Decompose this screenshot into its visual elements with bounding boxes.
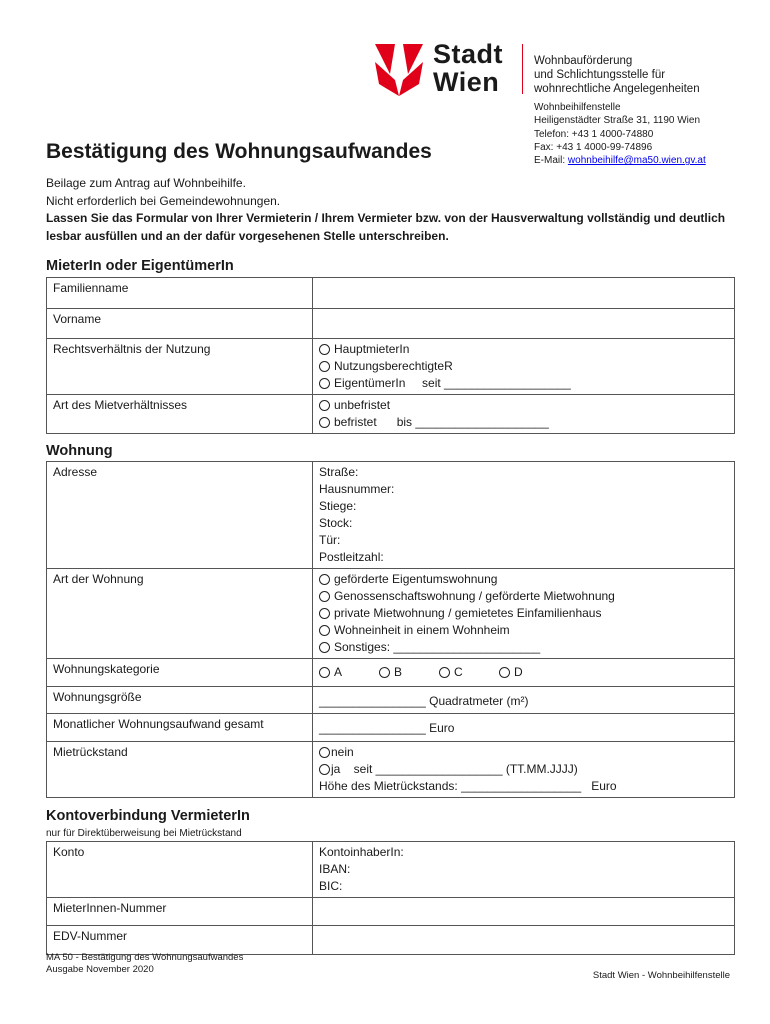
- radio-icon[interactable]: [319, 667, 330, 678]
- intro-line-2: Nicht erforderlich bei Gemeindewohnungen.: [46, 193, 281, 208]
- department-name: [534, 54, 700, 96]
- radio-icon[interactable]: [319, 378, 330, 389]
- option-label: ja seit ___________________ (TT.MM.JJJJ): [331, 762, 578, 776]
- option-private-miete[interactable]: [319, 605, 728, 622]
- intro-instruction: Lassen Sie das Formular von Ihrer Vermieterin / Ihrem Vermieter bzw. von der Hausverwaltung vollständig und deutlich lesbar ausfüllen und an der dafür vorgesehenen Stelle unterschreiben.: [46, 211, 726, 243]
- address-stock: Stock:: [319, 516, 353, 530]
- section-tenant-title: MieterIn oder EigentümerIn: [46, 258, 234, 274]
- option-label: Sonstiges: ______________________: [334, 640, 541, 654]
- contact-office: Wohnbeihilfenstelle: [534, 102, 621, 113]
- option-kat-d[interactable]: [499, 664, 559, 681]
- label-mieternummer: MieterInnen-Nummer: [47, 898, 313, 926]
- radio-icon[interactable]: [499, 667, 510, 678]
- groesse-field[interactable]: ________________ Quadratmeter (m²): [313, 687, 735, 714]
- radio-icon[interactable]: [379, 667, 390, 678]
- option-label: unbefristet: [334, 398, 391, 412]
- option-befristet[interactable]: [319, 414, 728, 431]
- page-title: Bestätigung des Wohnungsaufwandes: [46, 140, 432, 163]
- label-art-wohnung: Art der Wohnung: [47, 569, 313, 659]
- tenant-table: [46, 277, 735, 434]
- edv-field[interactable]: [313, 926, 735, 955]
- email-label: E-Mail:: [534, 155, 568, 167]
- logo-wordmark: [433, 40, 503, 96]
- radio-icon[interactable]: [319, 400, 330, 411]
- address-fields[interactable]: [313, 462, 735, 569]
- option-nein[interactable]: [319, 744, 728, 761]
- footer-right: Stadt Wien - Wohnbeihilfenstelle: [592, 970, 730, 981]
- option-label: B: [394, 665, 403, 679]
- address-tuer: Tür:: [319, 533, 341, 547]
- label-groesse: Wohnungsgröße: [47, 687, 313, 714]
- dept-line: und Schlichtungsstelle für: [534, 69, 666, 81]
- label-adresse: Adresse: [47, 462, 313, 569]
- label-edv: EDV-Nummer: [47, 926, 313, 955]
- radio-icon[interactable]: [319, 642, 330, 653]
- option-label: A: [334, 665, 343, 679]
- option-label: befristet bis ____________________: [334, 415, 549, 429]
- category-group: [319, 664, 728, 681]
- address-plz: Postleitzahl:: [319, 550, 384, 564]
- option-label: EigentümerIn seit ___________________: [334, 376, 571, 390]
- rechtsverhaeltnis-options: [313, 339, 735, 395]
- contact-email-line: [534, 154, 706, 167]
- option-sonstiges[interactable]: [319, 639, 728, 656]
- art-options: [313, 569, 735, 659]
- option-label: D: [514, 665, 523, 679]
- label-vorname: Vorname: [47, 309, 313, 339]
- label-mietverhaeltnis: Art des Mietverhältnisses: [47, 395, 313, 434]
- rueckstand-hoehe[interactable]: Höhe des Mietrückstands: __________________ Euro: [319, 779, 617, 793]
- option-label: nein: [331, 745, 354, 759]
- stadt-wien-logo-icon: [375, 44, 423, 96]
- dept-line: wohnrechtliche Angelegenheiten: [534, 83, 700, 95]
- option-label: NutzungsberechtigteR: [334, 359, 453, 373]
- address-hausnummer: Hausnummer:: [319, 482, 395, 496]
- contact-fax: Fax: +43 1 4000-99-74896: [534, 141, 653, 153]
- email-link[interactable]: wohnbeihilfe@ma50.wien.gv.at: [567, 155, 706, 167]
- bank-table: [46, 841, 735, 955]
- konto-fields[interactable]: [313, 842, 735, 898]
- option-label: C: [454, 665, 463, 679]
- footer-form-name: MA 50 - Bestätigung des Wohnungsaufwandes: [46, 952, 244, 963]
- label-aufwand: Monatlicher Wohnungsaufwand gesamt: [47, 714, 313, 742]
- option-label: HauptmieterIn: [334, 342, 410, 356]
- aufwand-field[interactable]: ________________ Euro: [313, 714, 735, 742]
- intro-text: [46, 175, 736, 245]
- option-label: private Mietwohnung / gemietetes Einfamilienhaus: [334, 606, 602, 620]
- logo-line-1: Stadt: [433, 39, 503, 69]
- option-label: geförderte Eigentumswohnung: [334, 572, 498, 586]
- option-hauptmieter[interactable]: [319, 341, 728, 358]
- konto-iban: IBAN:: [319, 862, 351, 876]
- familienname-field[interactable]: [313, 278, 735, 309]
- option-nutzungsberechtigter[interactable]: [319, 358, 728, 375]
- dept-line: Wohnbauförderung: [534, 55, 633, 67]
- footer-left: [46, 952, 243, 976]
- vorname-field[interactable]: [313, 309, 735, 339]
- option-kat-a[interactable]: [319, 664, 379, 681]
- option-genossenschaft[interactable]: [319, 588, 728, 605]
- mietverhaeltnis-options: [313, 395, 735, 434]
- section-bank-title: Kontoverbindung VermieterIn: [46, 808, 250, 824]
- option-ja[interactable]: [319, 761, 728, 778]
- radio-icon[interactable]: [319, 591, 330, 602]
- radio-icon[interactable]: [439, 667, 450, 678]
- section-bank-subtitle: nur für Direktüberweisung bei Mietrückstand: [46, 828, 242, 839]
- section-apartment-title: Wohnung: [46, 443, 113, 459]
- option-eigentuemer[interactable]: [319, 375, 728, 392]
- option-kat-c[interactable]: [439, 664, 499, 681]
- option-kat-b[interactable]: [379, 664, 439, 681]
- mieternummer-field[interactable]: [313, 898, 735, 926]
- contact-street: Heiligenstädter Straße 31, 1190 Wien: [534, 115, 701, 127]
- konto-bic: BIC:: [319, 879, 343, 893]
- apartment-table: [46, 461, 735, 798]
- radio-icon[interactable]: [319, 417, 330, 428]
- label-kategorie: Wohnungskategorie: [47, 659, 313, 687]
- footer-edition: Ausgabe November 2020: [46, 964, 154, 975]
- radio-icon[interactable]: [319, 764, 330, 775]
- label-familienname: Familienname: [47, 278, 313, 309]
- label-rechtsverhaeltnis: Rechtsverhältnis der Nutzung: [47, 339, 313, 395]
- label-rueckstand: Mietrückstand: [47, 742, 313, 798]
- option-wohnheim[interactable]: [319, 622, 728, 639]
- kategorie-options: [313, 659, 735, 687]
- option-unbefristet[interactable]: [319, 397, 728, 414]
- contact-block: [534, 101, 706, 167]
- radio-icon[interactable]: [319, 625, 330, 636]
- option-eigentumswohnung[interactable]: [319, 571, 728, 588]
- option-label: Genossenschaftswohnung / geförderte Mietwohnung: [334, 589, 615, 603]
- contact-phone: Telefon: +43 1 4000-74880: [534, 128, 654, 140]
- intro-line-1: Beilage zum Antrag auf Wohnbeihilfe.: [46, 176, 246, 190]
- address-stiege: Stiege:: [319, 499, 357, 513]
- logo-line-2: Wien: [433, 67, 500, 97]
- option-label: Wohneinheit in einem Wohnheim: [334, 623, 510, 637]
- radio-icon[interactable]: [319, 344, 330, 355]
- radio-icon[interactable]: [319, 747, 330, 758]
- label-konto: Konto: [47, 842, 313, 898]
- konto-inhaber: KontoinhaberIn:: [319, 845, 404, 859]
- radio-icon[interactable]: [319, 361, 330, 372]
- rueckstand-options: [313, 742, 735, 798]
- radio-icon[interactable]: [319, 608, 330, 619]
- radio-icon[interactable]: [319, 574, 330, 585]
- logo-separator: [522, 44, 523, 94]
- address-strasse: Straße:: [319, 465, 359, 479]
